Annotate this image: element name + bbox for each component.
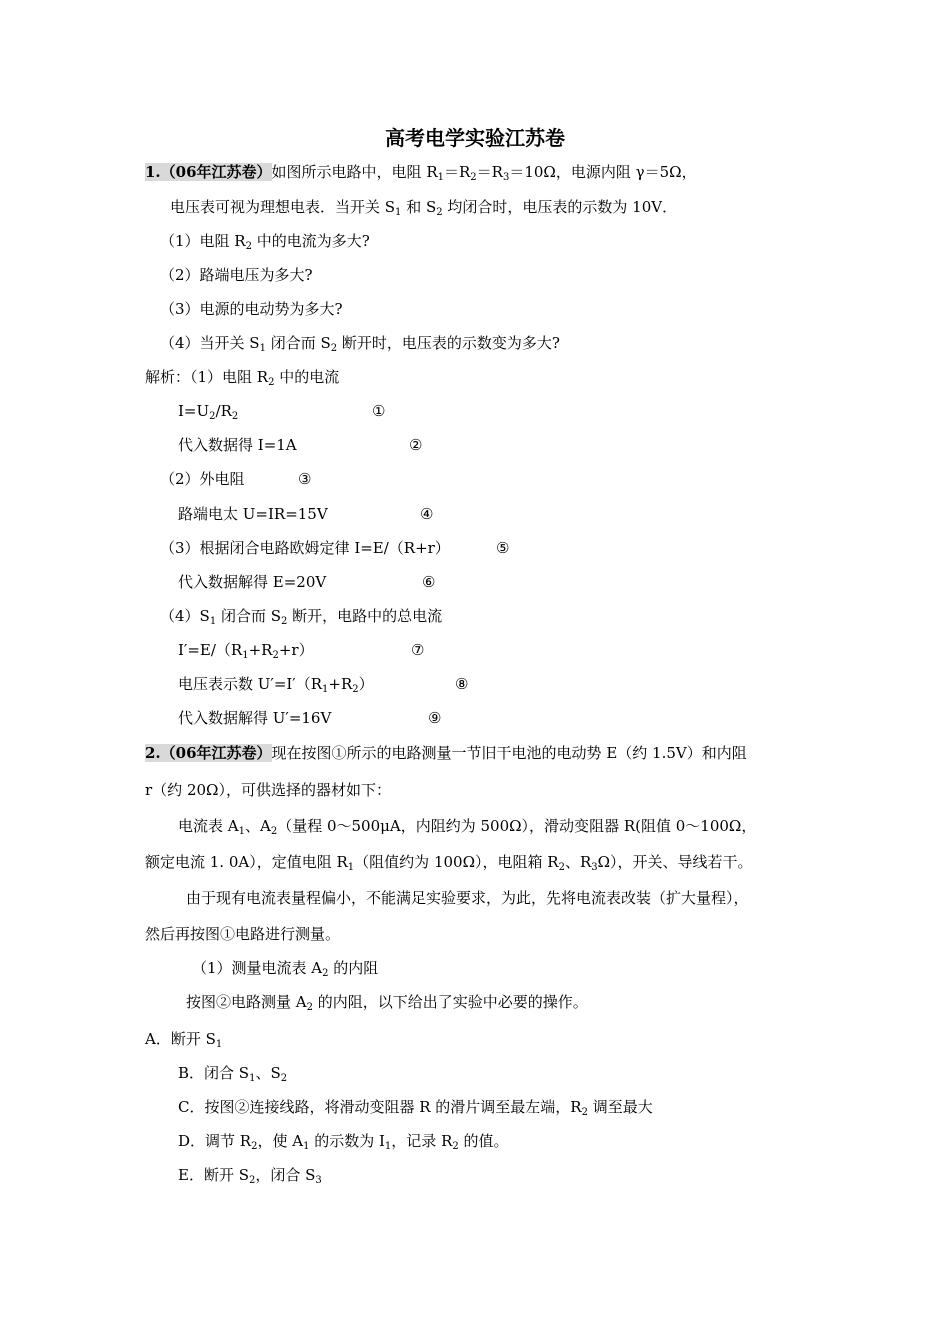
text: （1）测量电流表 A [192,959,323,977]
text: I′=E/（R [178,641,243,659]
text: 电压表可视为理想电表．当开关 S [170,198,396,216]
q2-line-4 [145,852,753,872]
text: （4）S [160,607,210,625]
sub: 1 [384,1141,392,1152]
sub: 2 [251,1141,258,1152]
q2-line-1 [145,743,747,763]
q2-line-3 [178,816,756,836]
sub: 1 [242,650,249,661]
sub: 1 [259,343,266,354]
text: +R [328,675,353,693]
text: E．断开 S [178,1166,249,1184]
option-a [145,1029,222,1049]
solution-line-2: 代入数据得 I=1A [178,436,297,454]
solution-line-6: 代入数据解得 E=20V [178,573,327,591]
sub: 2 [436,207,443,218]
sub: 2 [245,241,252,252]
text: 断开，电路中的总电流 [287,607,443,625]
text: 电流表 A [178,817,239,835]
text: 均闭合时，电压表的示数为 10V． [442,198,678,216]
q1-line-1 [145,162,697,182]
sub: 1 [437,172,444,183]
solution-line-8 [178,640,314,660]
solution-line-7 [160,606,442,626]
q1-part-1 [160,231,370,251]
text: （4）当开关 S [160,334,260,352]
solution-line-1 [178,401,238,421]
solution-line-9 [178,674,374,694]
text: A．断开 S [145,1030,216,1048]
text: （1）电阻 R [160,232,246,250]
text: 、R [564,853,592,871]
text: Ω），开关、导线若干。 [597,853,753,871]
text: ＝R [444,163,471,181]
text: 的内阻 [328,959,379,977]
text: 的内阻，以下给出了实验中必要的操作。 [312,993,588,1011]
text: 、A [244,817,271,835]
q2-line-6: 然后再按图①电路进行测量。 [145,925,341,943]
text: 闭合而 S [265,334,331,352]
equation-marker: ⑦ [411,641,425,659]
sub: 2 [322,968,329,979]
sub: 1 [322,684,329,695]
text: I=U [178,402,210,420]
q1-part-4 [160,333,560,353]
q1-heading: 1.（06年江苏卷） [145,163,272,181]
text: 解析：（1）电阻 R [145,368,269,386]
solution-line-5: （3）根据闭合电路欧姆定律 I=E/（R+r） [160,539,450,557]
text: D．调节 R [178,1132,252,1150]
text: 断开时，电压表的示数变为多大? [337,334,560,352]
solution-line-0 [145,367,339,387]
sub: 1 [215,1039,223,1050]
text: ，闭合 S [255,1166,316,1184]
equation-marker: ③ [298,470,312,488]
solution-line-10: 代入数据解得 U′=16V [178,709,332,727]
equation-marker: ⑤ [496,539,510,557]
equation-marker: ④ [420,505,434,523]
text: +r） [278,641,314,659]
option-e [178,1165,322,1185]
option-b [178,1063,287,1083]
text: 按图②电路测量 A [186,993,307,1011]
text: 中的电流 [274,368,340,386]
sub: 2 [280,1073,288,1084]
text: 现在按图①所示的电路测量一节旧干电池的电动势 E（约 1.5V）和内阻 [271,744,747,762]
solution-line-3: （2）外电阻 [160,470,245,488]
text: ） [358,675,374,693]
sub: 2 [352,684,359,695]
sub: 2 [268,377,275,388]
q2-heading: 2.（06年江苏卷） [145,744,272,762]
sub: 2 [306,1002,313,1013]
text: （量程 0～500μA，内阻约为 500Ω），滑动变阻器 R(阻值 0～100Ω， [277,817,757,835]
text: 如图所示电路中，电阻 R [271,163,438,181]
sub: 2 [558,862,565,873]
equation-marker: ① [372,402,386,420]
sub: 2 [209,411,216,422]
text: 的值。 [458,1132,509,1150]
sub: 3 [591,862,598,873]
sub: 2 [581,1107,588,1118]
text: 中的电流为多大? [251,232,370,250]
sub: 1 [238,826,245,837]
sub: 3 [502,172,510,183]
text: 额定电流 1. 0A），定值电阻 R [145,853,348,871]
equation-marker: ⑧ [455,675,469,693]
q1-part-3: （3）电源的电动势为多大? [160,300,343,318]
page-title: 高考电学实验江苏卷 [385,126,565,150]
sub: 1 [347,862,355,873]
sub: 1 [249,1073,256,1084]
sub: 2 [281,616,288,627]
sub: 1 [209,616,217,627]
option-c [178,1097,653,1117]
equation-marker: ⑨ [428,709,442,727]
sub: 2 [231,411,239,422]
sub: 2 [470,172,477,183]
solution-line-4: 路端电太 U=IR=15V [178,505,328,523]
q2-line-5: 由于现有电流表量程偏小，不能满足实验要求，为此，先将电流表改装（扩大量程）， [186,889,749,907]
text: C．按图②连接线路，将滑动变阻器 R 的滑片调至最左端，R [178,1098,582,1116]
text: 调至最大 [587,1098,653,1116]
q2-line-7 [192,958,378,978]
sub: 2 [270,826,278,837]
sub: 1 [395,207,402,218]
text: 闭合而 S [216,607,282,625]
q2-line-2: r（约 20Ω），可供选择的器材如下： [145,781,391,799]
text: /R [215,402,232,420]
sub: 3 [315,1175,322,1186]
sub: 1 [303,1141,310,1152]
sub: 2 [249,1175,256,1186]
text: （阻值约为 100Ω），电阻箱 R [354,853,559,871]
text: +R [248,641,273,659]
sub: 2 [452,1141,459,1152]
text: ，记录 R [391,1132,453,1150]
text: ＝10Ω，电源内阻 γ＝5Ω， [509,163,697,181]
text: 和 S [401,198,437,216]
sub: 2 [272,650,279,661]
q1-line-2 [170,197,677,217]
text: ，使 A [257,1132,304,1150]
text: 电压表示数 U′=I′（R [178,675,323,693]
equation-marker: ⑥ [422,573,436,591]
sub: 2 [330,343,338,354]
text: ＝R [476,163,503,181]
option-d [178,1131,509,1151]
q2-line-8 [186,992,588,1012]
text: B．闭合 S [178,1064,250,1082]
q1-part-2: （2）路端电压为多大? [160,266,313,284]
text: 、S [255,1064,281,1082]
text: 的示数为 I [309,1132,385,1150]
equation-marker: ② [409,436,423,454]
